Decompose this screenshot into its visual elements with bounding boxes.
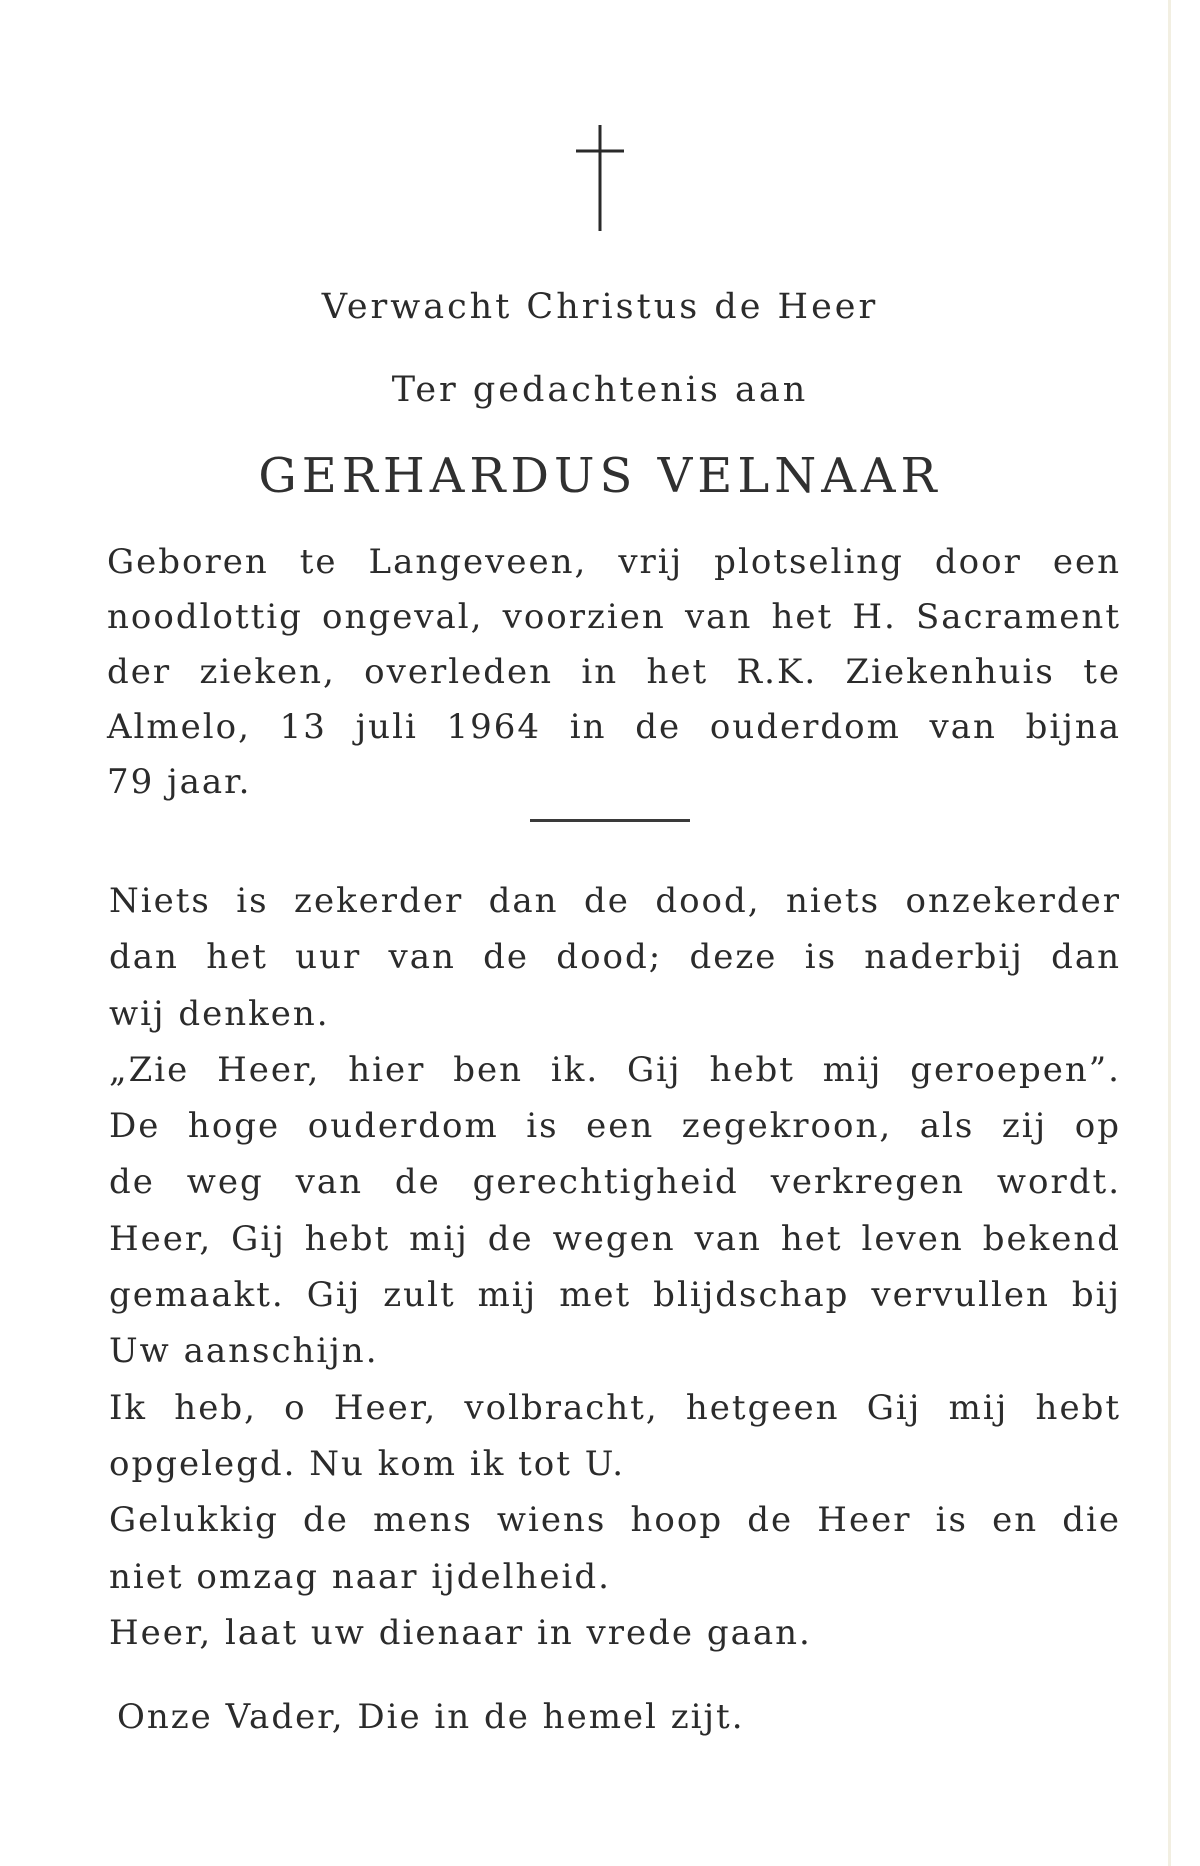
bio-line: 79 jaar. — [107, 762, 252, 802]
bio-line: der zieken, overleden in het R.K. Ziekenhuis te — [107, 652, 1121, 692]
bio-line: Almelo, 13 juli 1964 in de ouderdom van bijna — [107, 707, 1121, 747]
header-line-2: Ter gedachtenis aan — [391, 370, 809, 410]
verse-paragraph — [109, 873, 1121, 1661]
verse-line: opgelegd. Nu kom ik tot U. — [109, 1443, 626, 1484]
header-line-1: Verwacht Christus de Heer — [321, 287, 879, 327]
verse-line: gemaakt. Gij zult mij met blijdschap vervullen bij — [109, 1275, 1121, 1316]
bio-line: Geboren te Langeveen, vrij plotseling door een — [107, 542, 1121, 582]
verse-line: Ik heb, o Heer, volbracht, hetgeen Gij mij hebt — [109, 1387, 1121, 1428]
verse-line: „Zie Heer, hier ben ik. Gij hebt mij geroepen”. — [109, 1049, 1121, 1090]
verse-line: dan het uur van de dood; deze is naderbij dan — [109, 937, 1121, 978]
biography-paragraph — [107, 535, 1121, 810]
verse-line: Heer, laat uw dienaar in vrede gaan. — [109, 1612, 812, 1653]
divider — [530, 819, 690, 822]
closing-prayer: Onze Vader, Die in de hemel zijt. — [117, 1697, 745, 1737]
latin-cross-icon — [575, 125, 625, 231]
verse-line: Gelukkig de mens wiens hoop de Heer is en die — [109, 1500, 1121, 1541]
verse-line: de weg van de gerechtigheid verkregen wordt. — [109, 1162, 1121, 1203]
deceased-name: GERHARDUS VELNAAR — [258, 448, 942, 504]
verse-line: Uw aanschijn. — [109, 1331, 379, 1372]
verse-line: Heer, Gij hebt mij de wegen van het leven bekend — [109, 1218, 1121, 1259]
verse-line: niet omzag naar ijdelheid. — [109, 1556, 611, 1597]
verse-line: Niets is zekerder dan de dood, niets onzekerder — [109, 881, 1121, 921]
verse-line: wij denken. — [109, 993, 330, 1034]
verse-line: De hoge ouderdom is een zegekroon, als zij op — [109, 1106, 1121, 1147]
bio-line: noodlottig ongeval, voorzien van het H. Sacrament — [107, 597, 1121, 637]
card-edge — [1168, 0, 1171, 1866]
